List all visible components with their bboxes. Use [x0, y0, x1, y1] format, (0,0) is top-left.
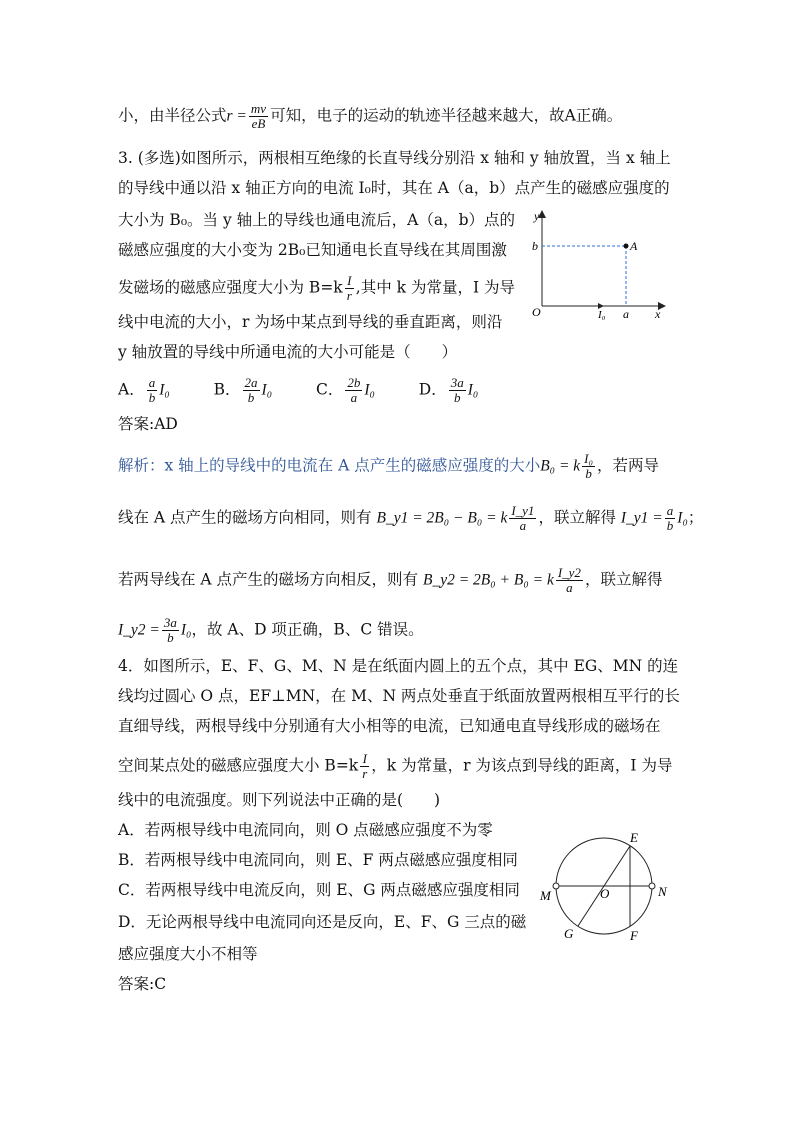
q3-options: A． $\frac{a}{b}$ I₀ B． $\frac{2a}{b}$ I₀ C． $\frac{2b}{a}$ I₀ D． $\frac{3a}{b}$ I₀	[118, 375, 479, 405]
label-y: y	[534, 209, 540, 223]
q3-line4: 磁感应强度的大小变为 2B₀已知通电长直导线在其周围激	[118, 241, 507, 259]
explanation-line3: 若两导线在 A 点产生的磁场方向相反，则有 B_y2 = 2B₀ + B₀ = k $\frac{I\_y2}{a}$ ，联立解得	[118, 565, 663, 595]
q3-line6: 线中电流的大小，r 为场中某点到导线的垂直距离，则沿	[118, 313, 503, 331]
q4-option-b: B．若两根导线中电流同向，则 E、F 两点磁感应强度相同	[118, 851, 518, 869]
point-n	[649, 883, 655, 889]
q4-line1: 4．如图所示，E、F、G、M、N 是在纸面内圆上的五个点，其中 EG、MN 的连	[118, 657, 679, 675]
fraction-mv-eB: $\frac{mv}{eB}$	[250, 101, 267, 131]
point-a	[624, 244, 629, 249]
q3-line1: 3. (多选)如图所示，两根相互绝缘的长直导线分别沿 x 轴和 y 轴放置，当 x 轴上	[118, 149, 671, 167]
label-e: E	[630, 830, 638, 845]
point-m	[553, 883, 559, 889]
q3-line3: 大小为 B₀。当 y 轴上的导线也通电流后，A（a，b）点的	[118, 211, 515, 229]
label-o: O	[600, 886, 610, 901]
q4-line4: 空间某点处的磁感应强度大小 B=k $\frac{I}{r}$ ，k 为常量，r 为该点到导线的距离，I 为导	[118, 751, 673, 781]
label-i0: I₀	[598, 309, 606, 321]
label-b: b	[532, 239, 538, 253]
q3-answer: 答案:AD	[118, 415, 178, 433]
q4-line3: 直细导线，两根导线中分别通有大小相等的电流，已知通电直导线形成的磁场在	[118, 717, 661, 735]
label-origin: O	[532, 305, 541, 319]
label-a: a	[623, 307, 629, 321]
q4-line2: 线均过圆心 O 点，EF⊥MN，在 M、N 两点处垂直于纸面放置两根相互平行的长	[118, 687, 680, 705]
label-f: F	[630, 928, 638, 942]
figure-circle	[534, 830, 674, 942]
q3-line7: y 轴放置的导线中所通电流的大小可能是（ ）	[118, 343, 458, 361]
q4-line5: 线中的电流强度。则下列说法中正确的是( )	[118, 791, 441, 809]
label-n: N	[658, 884, 667, 899]
label-g: G	[564, 926, 574, 941]
q3-line2: 的导线中通以沿 x 轴正方向的电流 I₀时，其在 A（a，b）点产生的磁感应强度的	[118, 179, 670, 197]
explanation-line2: 线在 A 点产生的磁场方向相同，则有 B_y1 = 2B₀ − B₀ = k $\frac{I\_y1}{a}$ ，联立解得 I_y1 = $\frac{a}{b}$ I₀；	[118, 503, 704, 533]
explanation-line4: I_y2 = $\frac{3a}{b}$ I₀，故 A、D 项正确，B、C 错误。	[118, 615, 424, 645]
q4-option-d: D．无论两根导线中电流同向还是反向，E、F、G 三点的磁	[118, 913, 527, 931]
q4-option-c: C．若两根导线中电流反向，则 E、G 两点磁感应强度相同	[118, 881, 520, 899]
q4-option-a: A．若两根导线中电流同向，则 O 点磁感应强度不为零	[118, 821, 493, 839]
q3-line5: 发磁场的磁感应强度大小为 B=k $\frac{I}{r}$ ,其中 k 为常量，I 为导	[118, 273, 515, 303]
label-m: M	[540, 888, 551, 903]
label-x: x	[655, 307, 661, 321]
figure-coordinate-axes	[528, 206, 668, 322]
explanation-line1: 解析：x 轴上的导线中的电流在 A 点产生的磁感应强度的大小B₀ = k $\frac{\text{I₀}}{b}$ ，若两导	[118, 451, 660, 481]
q4-option-d-cont: 感应强度大小不相等	[118, 945, 258, 963]
formula-line: 小，由半径公式r = $\frac{mv}{eB}$ 可知，电子的运动的轨迹半径越来越大，故A正确。	[118, 101, 623, 131]
q4-answer: 答案:C	[118, 975, 167, 993]
label-a-point: A	[630, 239, 638, 253]
